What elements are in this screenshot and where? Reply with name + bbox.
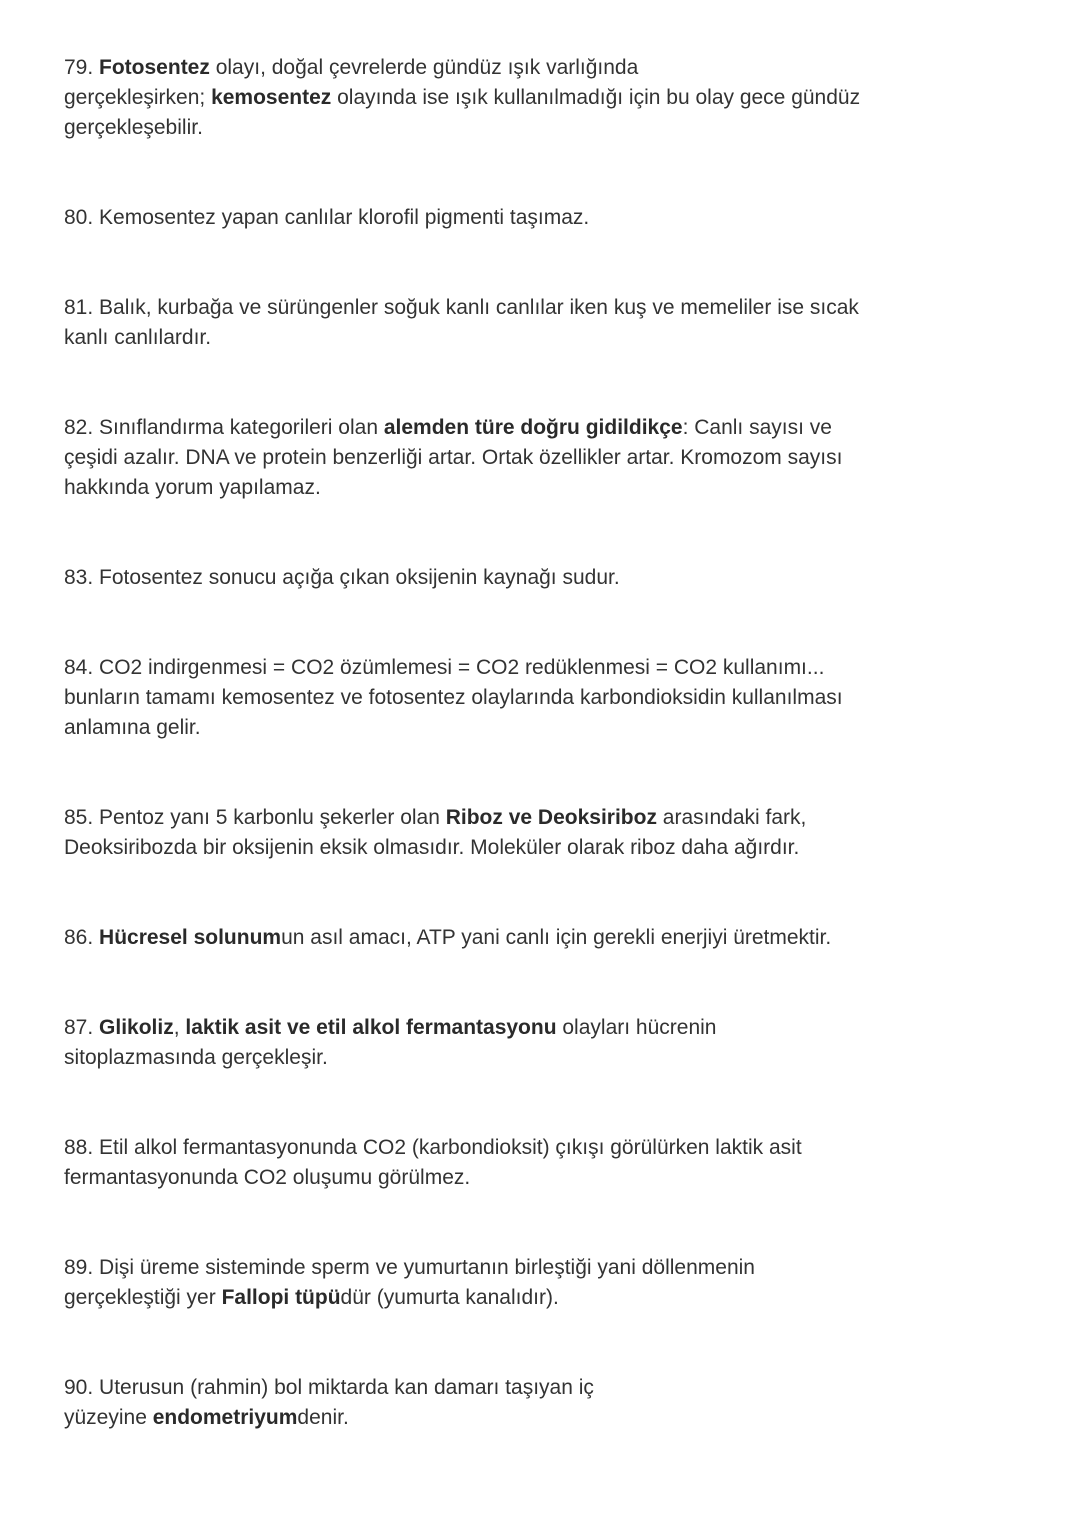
- note-item-84: [64, 653, 904, 743]
- note-line: fermantasyonunda CO2 oluşumu görülmez.: [64, 1166, 471, 1189]
- note-line: 84. CO2 indirgenmesi = CO2 özümlemesi = CO2 redüklenmesi = CO2 kullanımı...: [64, 656, 825, 679]
- note-line: hakkında yorum yapılamaz.: [64, 476, 321, 499]
- note-line: bunların tamamı kemosentez ve fotosentez olaylarında karbondioksidin kullanılması: [64, 686, 843, 709]
- note-item-82: [64, 413, 904, 503]
- note-item-87: [64, 1013, 904, 1073]
- note-item-81: [64, 293, 904, 353]
- note-line: 90. Uterusun (rahmin) bol miktarda kan damarı taşıyan iç: [64, 1376, 594, 1399]
- note-line: Deoksiribozda bir oksijenin eksik olmasıdır. Moleküler olarak riboz daha ağırdır.: [64, 836, 800, 859]
- note-item-79: [64, 53, 904, 143]
- note-item-88: [64, 1133, 904, 1193]
- note-line: yüzeyine endometriyumdenir.: [64, 1406, 349, 1429]
- note-line: 86. Hücresel solunumun asıl amacı, ATP yani canlı için gerekli enerjiyi üretmektir.: [64, 926, 832, 949]
- note-item-85: [64, 803, 904, 863]
- document-body: [64, 53, 904, 1433]
- note-line: gerçekleştiği yer Fallopi tüpüdür (yumurta kanalıdır).: [64, 1286, 559, 1309]
- note-line: gerçekleşebilir.: [64, 116, 203, 139]
- note-line: 80. Kemosentez yapan canlılar klorofil pigmenti taşımaz.: [64, 206, 590, 229]
- note-item-86: [64, 923, 904, 953]
- note-line: anlamına gelir.: [64, 716, 201, 739]
- note-line: 85. Pentoz yanı 5 karbonlu şekerler olan Riboz ve Deoksiriboz arasındaki fark,: [64, 806, 807, 829]
- note-item-89: [64, 1253, 904, 1313]
- note-line: kanlı canlılardır.: [64, 326, 212, 349]
- note-line: sitoplazmasında gerçekleşir.: [64, 1046, 328, 1069]
- note-line: 89. Dişi üreme sisteminde sperm ve yumurtanın birleştiği yani döllenmenin: [64, 1256, 755, 1279]
- note-item-90: [64, 1373, 904, 1433]
- note-item-80: [64, 203, 904, 233]
- note-item-83: [64, 563, 904, 593]
- note-line: 87. Glikoliz, laktik asit ve etil alkol fermantasyonu olayları hücrenin: [64, 1016, 717, 1039]
- note-line: 79. Fotosentez olayı, doğal çevrelerde gündüz ışık varlığında: [64, 56, 639, 79]
- note-line: gerçekleşirken; kemosentez olayında ise ışık kullanılmadığı için bu olay gece gündüz: [64, 86, 861, 109]
- note-line: çeşidi azalır. DNA ve protein benzerliği artar. Ortak özellikler artar. Kromozom sayısı: [64, 446, 843, 469]
- note-line: 81. Balık, kurbağa ve sürüngenler soğuk kanlı canlılar iken kuş ve memeliler ise sıcak: [64, 296, 859, 319]
- note-line: 83. Fotosentez sonucu açığa çıkan oksijenin kaynağı sudur.: [64, 566, 620, 589]
- note-line: 82. Sınıflandırma kategorileri olan alemden türe doğru gidildikçe: Canlı sayısı ve: [64, 416, 832, 439]
- note-line: 88. Etil alkol fermantasyonunda CO2 (karbondioksit) çıkışı görülürken laktik asit: [64, 1136, 802, 1159]
